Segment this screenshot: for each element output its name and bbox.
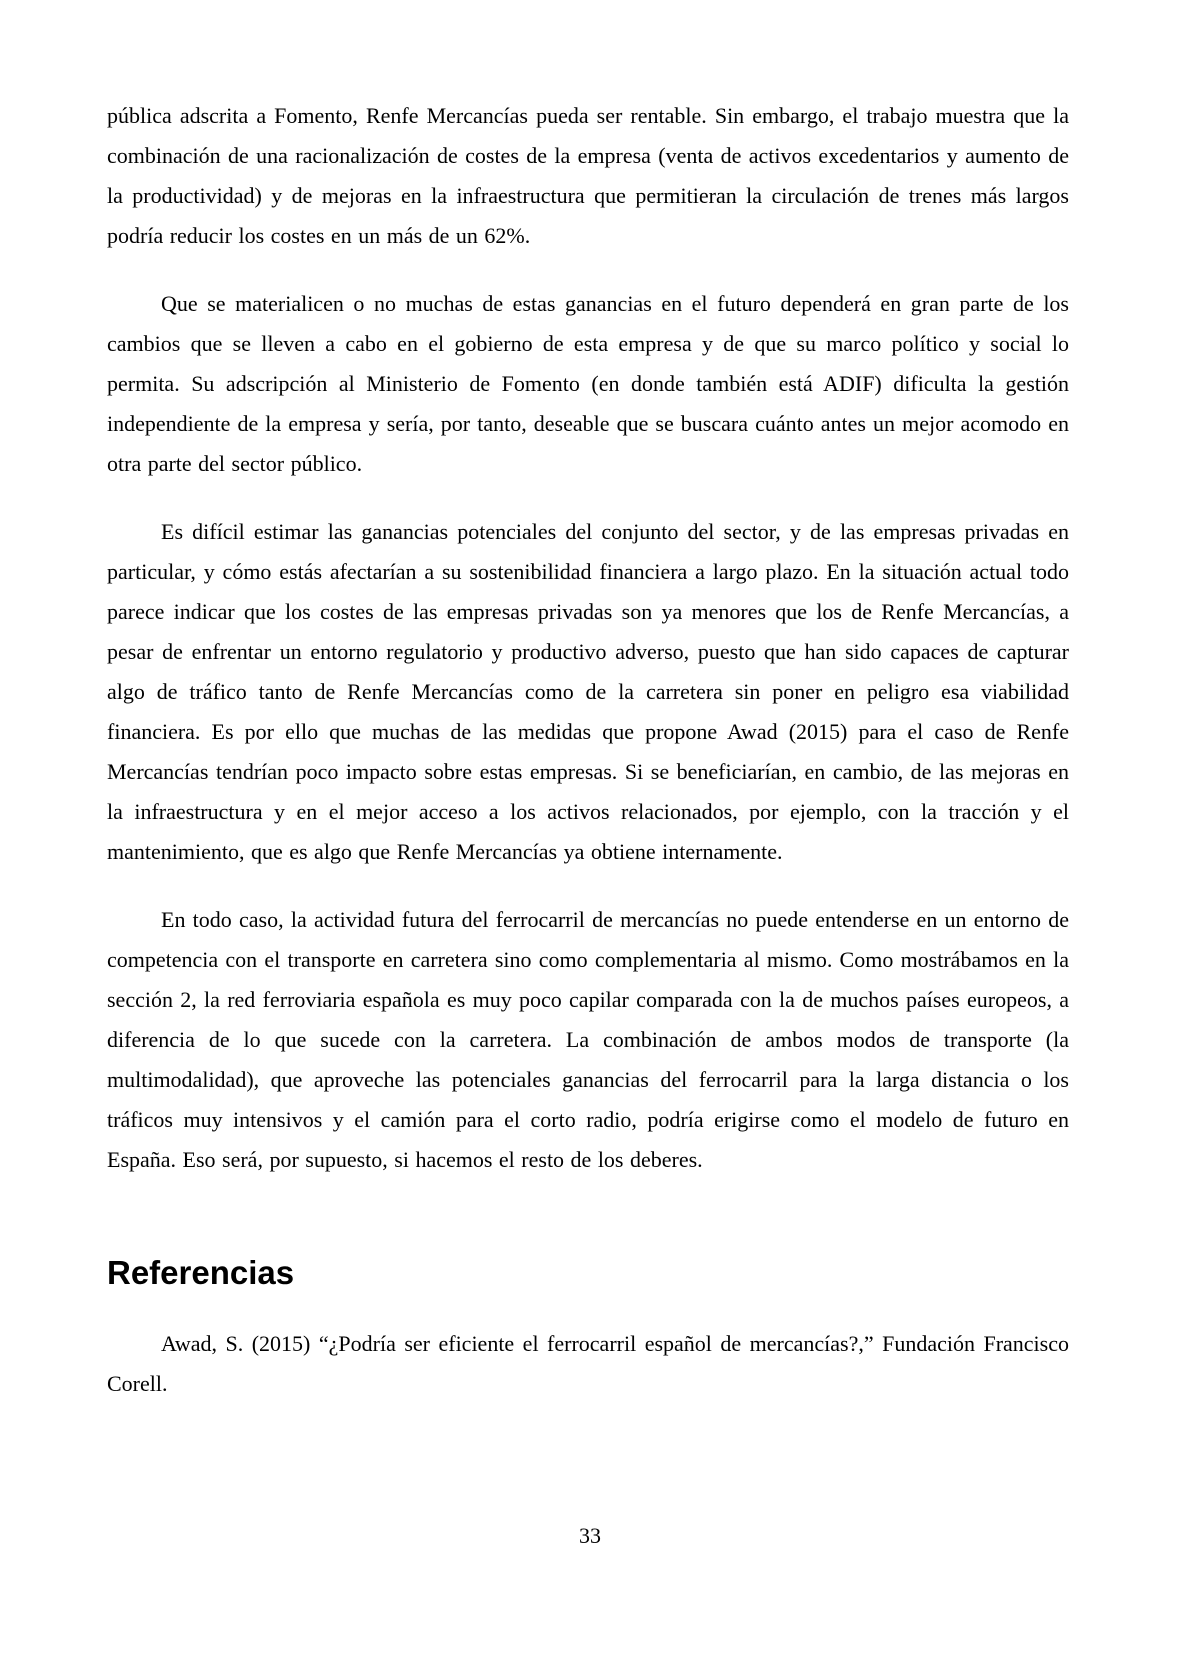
body-paragraph-1: pública adscrita a Fomento, Renfe Mercancías pueda ser rentable. Sin embargo, el trabajo muestra que la combinación de una racionalización de costes de la empresa (venta de activos excedentarios y aumento de la productividad) y de mejoras en la infraestructura que permitieran la circulación de trenes más largos podría reducir los costes en un más de un 62%. [107, 103, 1069, 248]
page-footer [0, 1516, 1180, 1556]
references-heading: Referencias [107, 1254, 295, 1291]
body-paragraph-2: Que se materialicen o no muchas de estas ganancias en el futuro dependerá en gran parte de los cambios que se lleven a cabo en el gobierno de esta empresa y de que su marco político y social lo permita. Su adscripción al Ministerio de Fomento (en donde también está ADIF) dificulta la gestión independiente de la empresa y sería, por tanto, deseable que se buscara cuánto antes un mejor acomodo en otra parte del sector público. [107, 291, 1069, 476]
page-body [107, 96, 1069, 1404]
reference-entry: Awad, S. (2015) “¿Podría ser eficiente el ferrocarril español de mercancías?,” Fundación Francisco Corell. [107, 1331, 1069, 1396]
body-paragraph-4: En todo caso, la actividad futura del ferrocarril de mercancías no puede entenderse en un entorno de competencia con el transporte en carretera sino como complementaria al mismo. Como mostrábamos en la sección 2, la red ferroviaria española es muy poco capilar comparada con la de muchos países europeos, a diferencia de lo que sucede con la carretera. La combinación de ambos modos de transporte (la multimodalidad), que aproveche las potenciales ganancias del ferrocarril para la larga distancia o los tráficos muy intensivos y el camión para el corto radio, podría erigirse como el modelo de futuro en España. Eso será, por supuesto, si hacemos el resto de los deberes. [107, 907, 1069, 1172]
body-paragraph-3: Es difícil estimar las ganancias potenciales del conjunto del sector, y de las empresas privadas en particular, y cómo estás afectarían a su sostenibilidad financiera a largo plazo. En la situación actual todo parece indicar que los costes de las empresas privadas son ya menores que los de Renfe Mercancías, a pesar de enfrentar un entorno regulatorio y productivo adverso, puesto que han sido capaces de capturar algo de tráfico tanto de Renfe Mercancías como de la carretera sin poner en peligro esa viabilidad financiera. Es por ello que muchas de las medidas que propone Awad (2015) para el caso de Renfe Mercancías tendrían poco impacto sobre estas empresas. Si se beneficiarían, en cambio, de las mejoras en la infraestructura y en el mejor acceso a los activos relacionados, por ejemplo, con la tracción y el mantenimiento, que es algo que Renfe Mercancías ya obtiene internamente. [107, 519, 1069, 864]
page-number: 33 [579, 1523, 601, 1548]
